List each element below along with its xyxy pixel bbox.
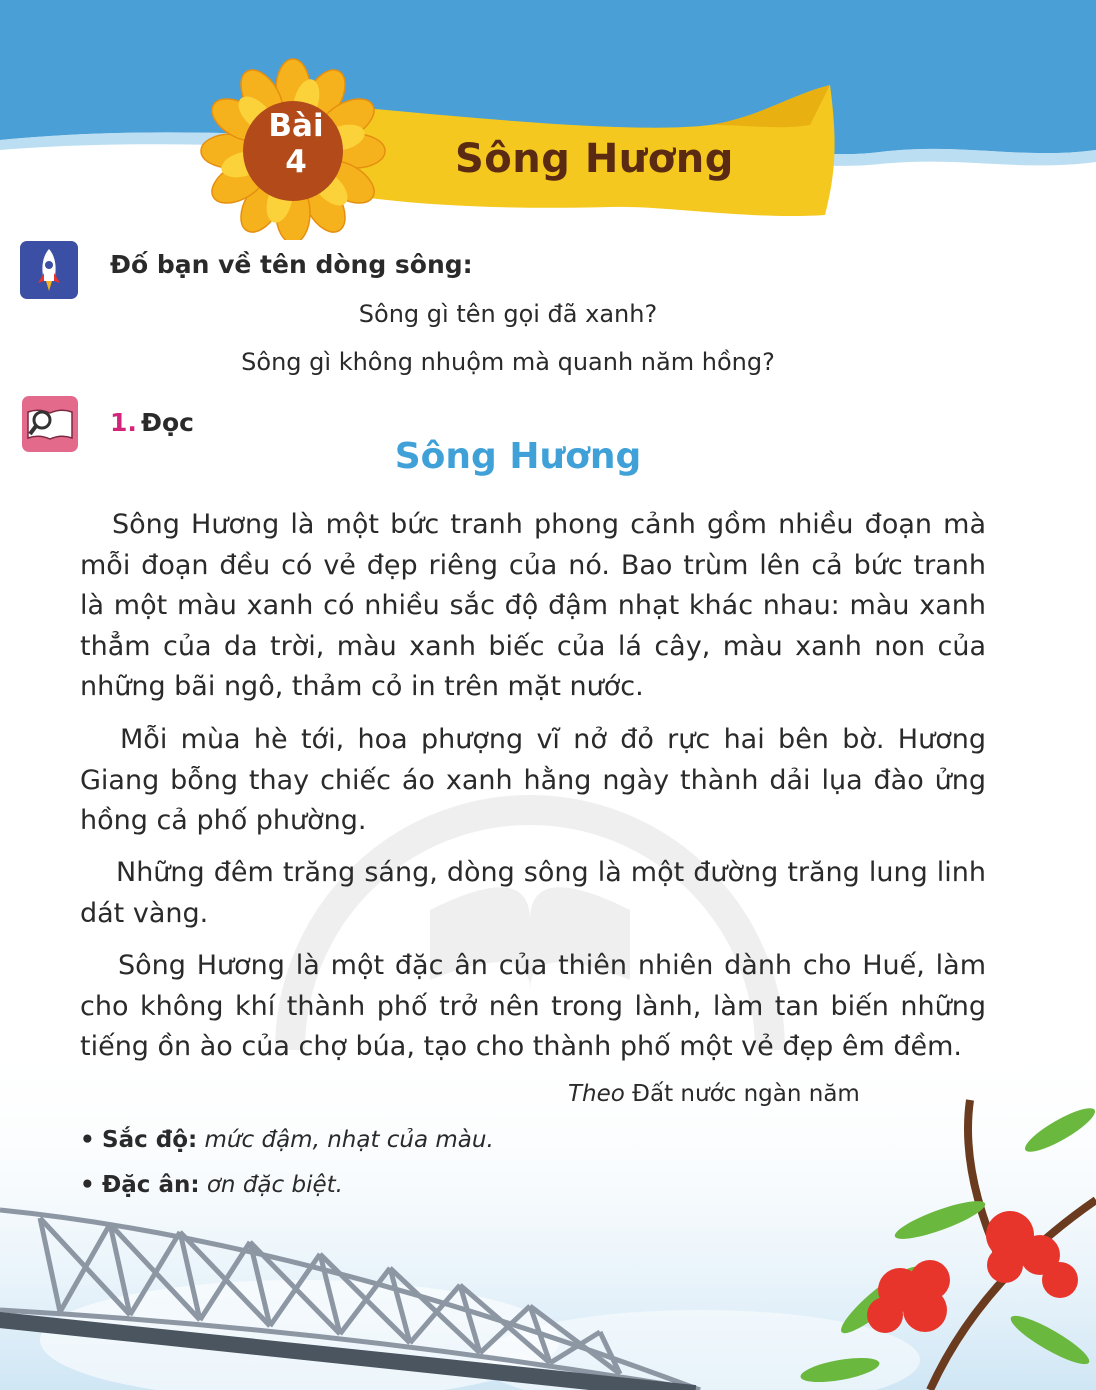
bullet: • [80,1172,95,1198]
reading-paragraph: Những đêm trăng sáng, dòng sông là một đường trăng lung linh dát vàng. [80,857,986,929]
reading-paragraph: Sông Hương là một bức tranh phong cảnh gồm nhiều đoạn mà mỗi đoạn đều có vẻ đẹp riêng của nó. Bao trùm lên cả bức tranh là một màu xanh có nhiều sắc độ đậm nhạt khác nhau: màu xanh thẳm của da trời, màu xanh biếc của lá cây, màu xanh non của những bãi ngô, thảm cỏ in trên mặt nước. [80,509,986,702]
source-citation [568,1081,860,1107]
riddle-line: Sông gì không nhuộm mà quanh năm hồng? [241,348,775,376]
lesson-title: Sông Hương [455,136,734,182]
lesson-number-badge [244,108,348,180]
reading-paragraph: Sông Hương là một đặc ân của thiên nhiên dành cho Huế, làm cho không khí thành phố trở nên trong lành, làm tan biến những tiếng ồn ào của chợ búa, tạo cho thành phố một vẻ đẹp êm đềm. [80,950,986,1062]
bridge-and-flowers-illustration [0,1040,1096,1390]
riddle-prompt: Đố bạn về tên dòng sông: [110,250,473,279]
lesson-label: Bài [268,108,324,144]
reading-title: Sông Hương [394,436,642,477]
source-title: Đất nước ngàn năm [632,1081,860,1107]
glossary-term: Sắc độ: [102,1127,198,1153]
glossary-definition: mức đậm, nhạt của màu. [204,1127,494,1153]
glossary-item [80,1172,343,1198]
reading-paragraph: Mỗi mùa hè tới, hoa phượng vĩ nở đỏ rực hai bên bờ. Hương Giang bỗng thay chiếc áo xanh hằng ngày thành dải lụa đào ửng hồng cả phố phường. [80,724,986,836]
glossary-term: Đặc ân: [102,1172,200,1198]
riddle-line: Sông gì tên gọi đã xanh? [358,300,658,328]
source-prefix: Theo [568,1081,625,1107]
section-number: 1. [110,408,137,437]
section-label: Đọc [141,408,194,437]
rocket-icon [20,241,78,299]
glossary-definition: ơn đặc biệt. [206,1172,343,1198]
lesson-number: 4 [285,144,307,180]
bullet: • [80,1127,95,1153]
glossary-item [80,1127,494,1153]
